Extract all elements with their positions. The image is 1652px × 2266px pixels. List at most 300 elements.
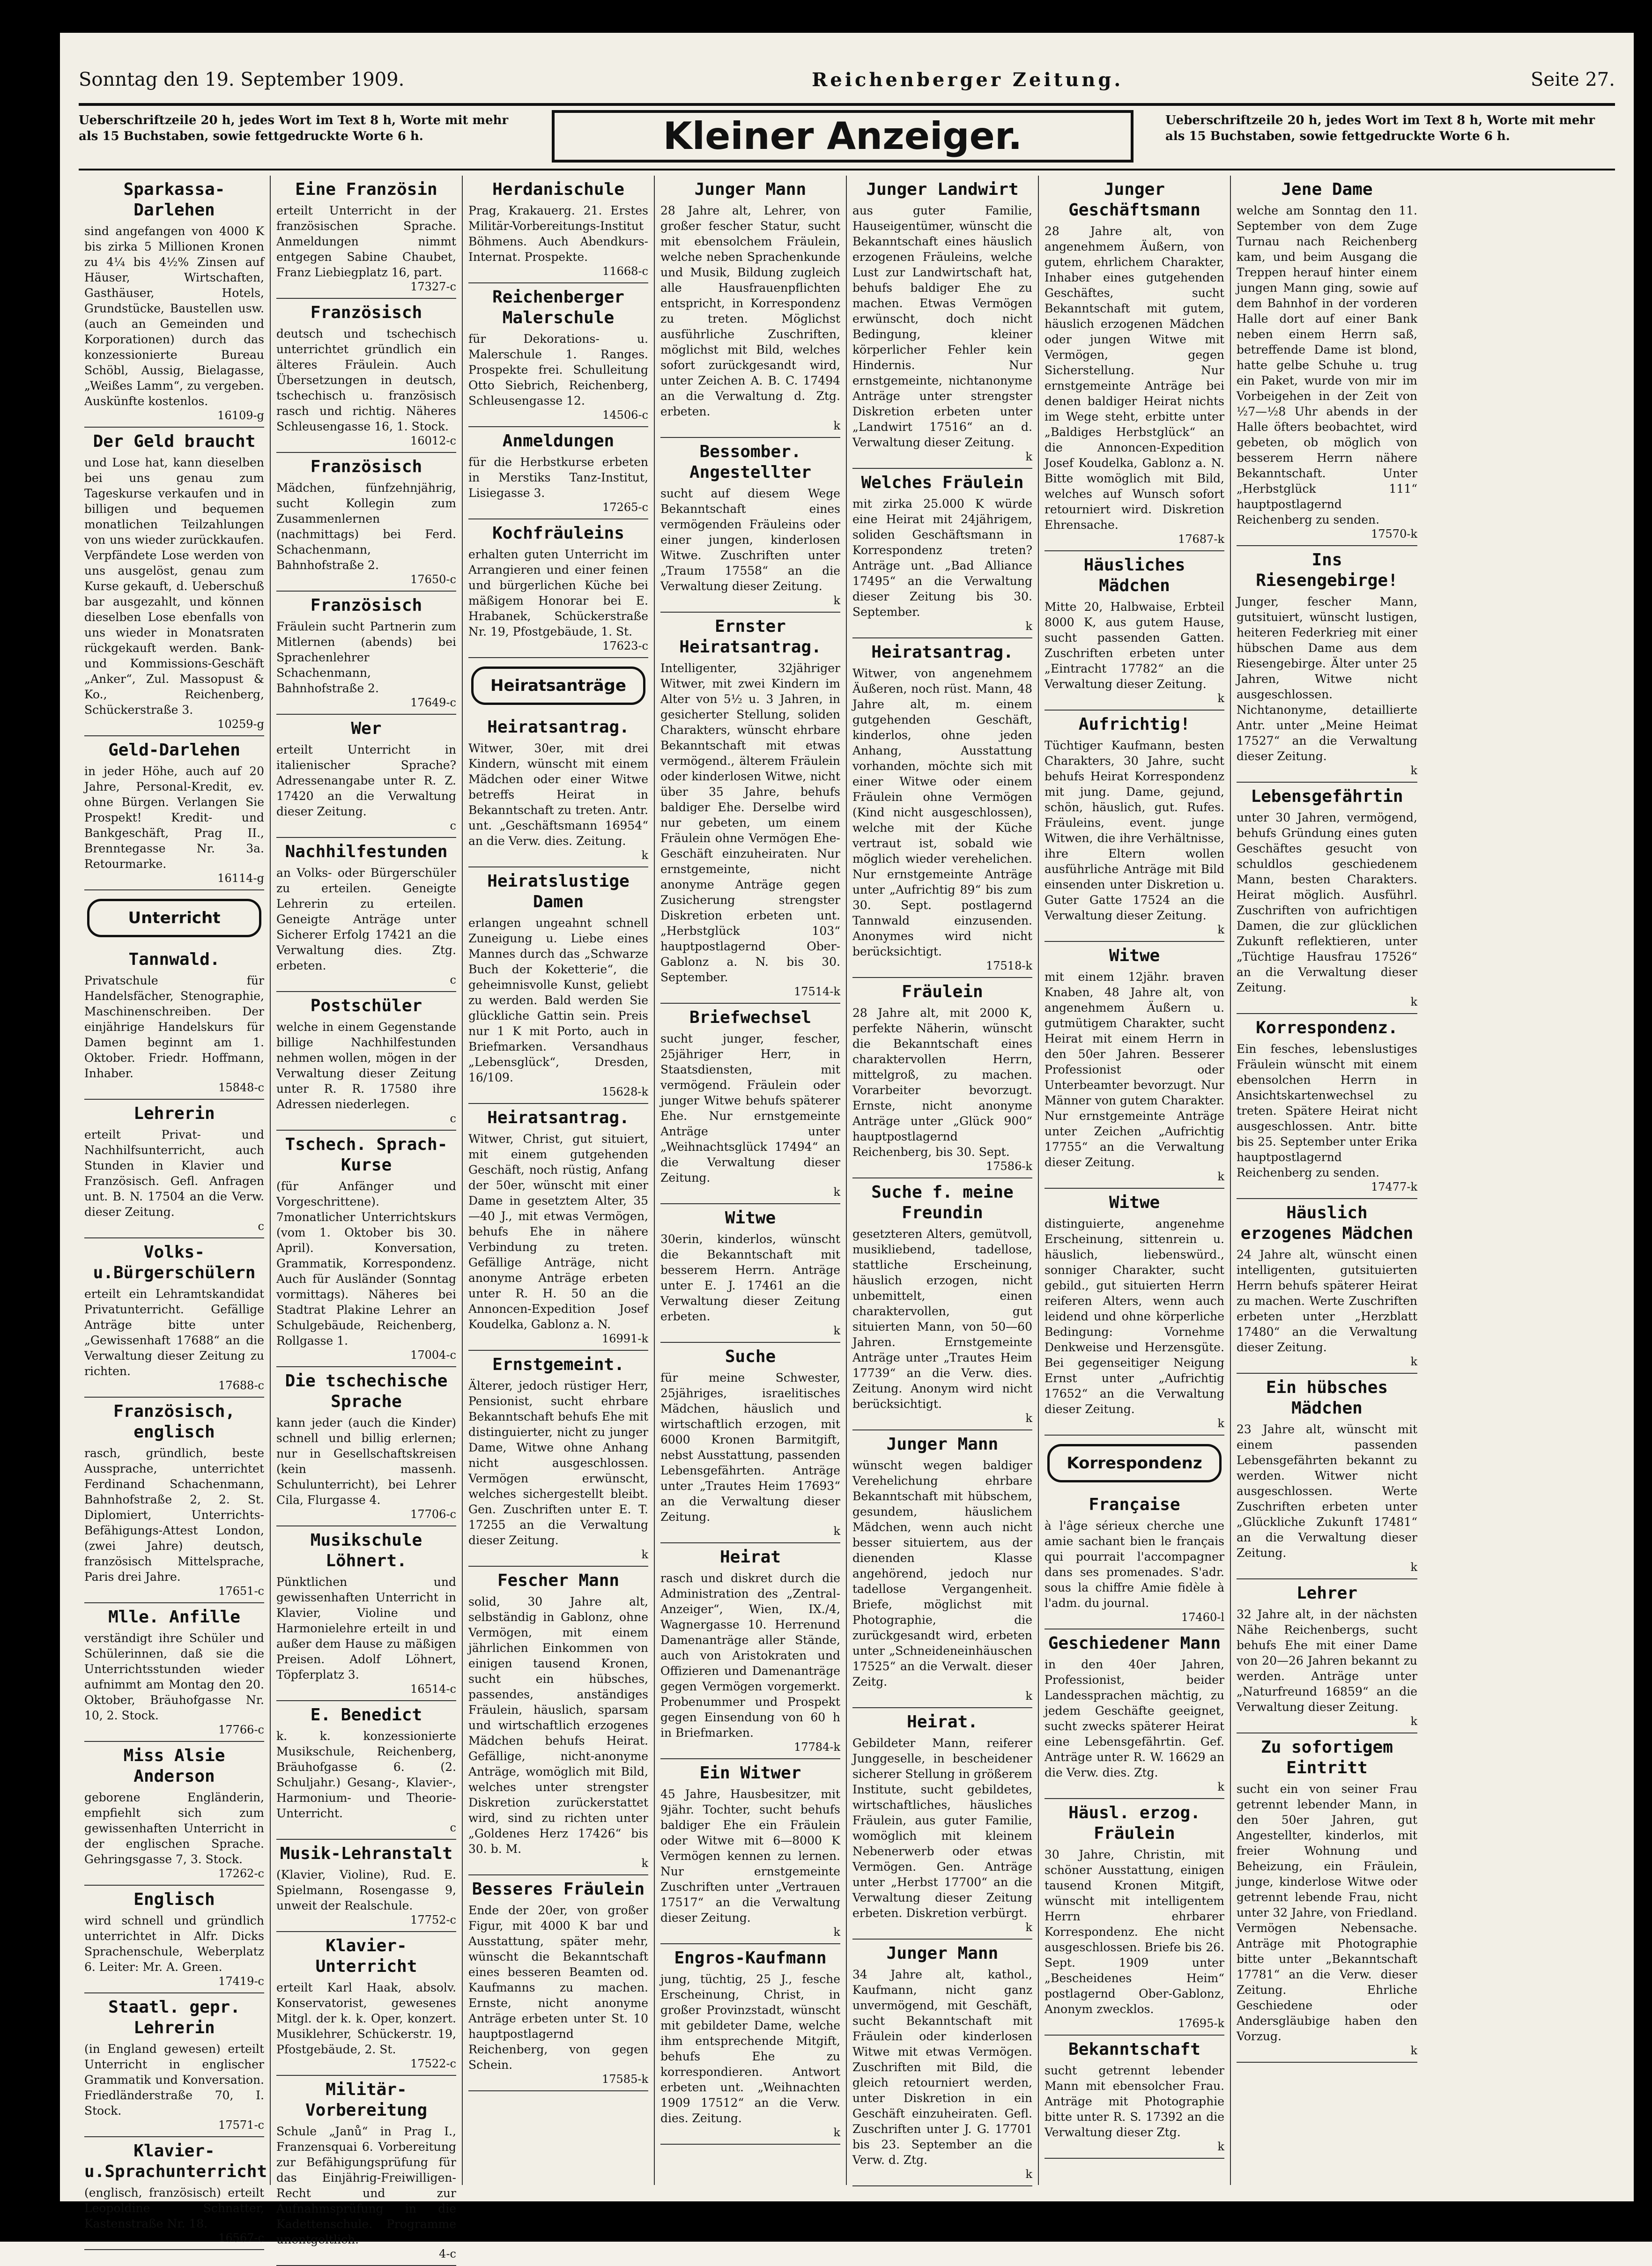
ad-body: gesetzteren Alters, gemütvoll, musikliebend, tadellose, stattliche Erscheinung, häuslich erzogen, nicht unbemittelt, einen charaktervollen, gut situierten Mann, von 50—60 Jahren. Ernstgemeinte Anträge unter „Trautes Heim 17739“ an die Verw. dies. Zeitung. Anonym wird nicht berücksichtigt. [852, 1227, 1032, 1411]
ad-reference-number: c [450, 973, 456, 986]
ad-heading: Junger Mann [694, 180, 807, 199]
ad-body: Privatschule für Handelsfächer, Stenographie, Maschinenschreiben. Der einjährige Handelskurs für Damen beginnt am 1. Oktober. Friedr. Hoffmann, Inhaber. [84, 974, 264, 1080]
classified-ad [1237, 1199, 1417, 1374]
ad-heading: Wer [351, 719, 382, 738]
ad-body: und Lose hat, kann dieselben bei uns genau zum Tageskurse verkaufen und in billigen und bequemen monatlichen Teilzahlungen von uns wieder zurückkaufen. Verpfändete Lose werden von uns ausgelöst, genau zum Kurse gekauft, d. Ueberschuß bar ausgezahlt, und können dieselben Lose ebenfalls von uns wieder in Monatsraten rückgekauft werden. Bank- und Kommissions-Geschäft „Anker“, Zul. Massopust & Ko., Reichenberg, Schückerstraße 3. [84, 456, 264, 717]
ad-body: verständigt ihre Schüler und Schülerinnen, daß sie die Unterrichtsstunden wieder aufnimmt am Montag den 20. Oktober, Bräuhofgasse Nr. 10, 2. Stock. [84, 1631, 264, 1722]
ad-body: erteilt Unterricht in der französischen Sprache. Anmeldungen nimmt entgegen Sabine Chaubet, Franz Liebiegplatz 16, part. [276, 204, 456, 279]
ad-reference-number: k [1025, 1921, 1032, 1934]
ad-heading: Reichenberger Malerschule [492, 288, 624, 327]
classified-ad [84, 736, 264, 890]
ad-heading: Witwe [725, 1208, 776, 1228]
ad-body: mit zirka 25.000 K würde eine Heirat mit 24jährigem, soliden Geschäftsmann in Korrespondenz treten? Anträge unt. „Bad Alliance 17495“ an die Verwaltung dieser Zeitung bis 30. September. [852, 497, 1032, 619]
ad-body: sucht getrennt lebender Mann mit ebensolcher Frau. Anträge mit Photographie bitte unter R. S. 17392 an die Verwaltung dieser Ztg. [1045, 2064, 1224, 2139]
ad-reference-number: 17522-c [410, 2057, 456, 2070]
ad-reference-number: 15848-c [218, 1081, 264, 1094]
ad-body: Witwer, Christ, gut situiert, mit einem gutgehenden Geschäft, noch rüstig, Anfang der 50er, wünscht mit einer Dame in gesetztem Alter, 35—40 J., mit etwas Vermögen, behufs Ehe in nähere Verbindung zu treten. Gefällige Anträge, nicht anonyme Anträge erbeten unter R. H. 50 an die Annoncen-Expedition Josef Koudelka, Gablonz a. N. [468, 1132, 648, 1331]
ad-reference-number: k [1410, 1561, 1417, 1574]
ad-heading: Fescher Mann [497, 1571, 620, 1590]
ad-body: à l'âge sérieux cherche une amie sachant bien le français qui pourrait l'accompagner dans ses promenades. S'adr. sous la chiffre Amie fidèle à l'adm. du journal. [1045, 1519, 1224, 1610]
ad-body: Tüchtiger Kaufmann, besten Charakters, 30 Jahre, sucht behufs Heirat Korrespondenz mit jung. Dame, gejund, schön, häuslich, gut. Rufes. Fräuleins, event. junge Witwen, die ihre Verhältnisse, ihre Eltern wollen ausführliche Anträge mit Bild einsenden unter Diskretion u. Guter Gatte 17524 an die Verwaltung dieser Zeitung. [1045, 739, 1224, 922]
ad-body: rasch und diskret durch die Administration des „Zentral-Anzeiger“, Wien, IX./4, Wagnergasse 10. Herrenund Damenanträge aller Stände, auch von Aristokraten und Offizieren und Damenanträge gegen Vermögen vorgemerkt. Probenummer und Prospekt gegen Einsendung von 60 h in Briefmarken. [660, 1571, 840, 1740]
classified-ad [276, 1701, 456, 1840]
ad-heading: Musik-Lehranstalt [280, 1844, 453, 1863]
ad-heading: Besseres Fräulein [472, 1880, 645, 1899]
ad-column [847, 176, 1039, 2185]
classified-ad [660, 1204, 840, 1343]
classified-ad [660, 613, 840, 1004]
ad-body: kann jeder (auch die Kinder) schnell und billig erlernen; nur in Gesellschaftskreisen (kein massenh. Schulunterricht), bei Lehrer Cila, Flurgasse 4. [276, 1416, 456, 1507]
ad-reference-number: 17651-c [218, 1585, 264, 1598]
ad-reference-number: c [450, 1821, 456, 1834]
ad-heading: Junger Mann [886, 1944, 999, 1963]
ad-body: erlangen ungeahnt schnell Zuneigung u. Liebe eines Mannes durch das „Schwarze Buch der Koketterie“, die geheimnisvolle Kunst, geliebt zu werden. Bald werden Sie glückliche Gattin sein. Preis nur 1 K mit Porto, auch in Briefmarken. Versandhaus „Lebensglück“, Dresden, 16/109. [468, 916, 648, 1084]
ad-body: Junger, fescher Mann, gutsituiert, wünscht lustigen, heiteren Federkrieg mit einer hübschen Dame aus dem Riesengebirge. Älter unter 25 Jahren, Witwe nicht ausgeschlossen. Nichtanonyme, detaillierte Antr. unter „Meine Heimat 17527“ an die Verwaltung dieser Zeitung. [1237, 595, 1417, 763]
ad-body: (für Anfänger und Vorgeschrittene). 7monatlicher Unterrichtskurs (vom 1. Oktober bis 30. April). Konversation, Grammatik, Korrespondenz. Auch für Ausländer (Sonntag vormittags). Näheres bei Stadtrat Plakine Lehrer an Schulgebäude, Reichenberg, Rollgasse 1. [276, 1179, 456, 1348]
ad-heading: Mlle. Anfille [108, 1607, 240, 1627]
classified-ad [276, 176, 456, 299]
ad-heading: Ein Witwer [699, 1763, 801, 1783]
ad-reference-number: 16514-c [410, 1682, 456, 1696]
issue-date: Sonntag den 19. September 1909. [79, 69, 405, 90]
ad-reference-number: k [1217, 1170, 1224, 1183]
ad-heading: Junger Mann [886, 1435, 999, 1454]
ad-reference-number: k [641, 1857, 648, 1870]
classified-ad [276, 1840, 456, 1932]
ad-body: 28 Jahre alt, Lehrer, von großer fescher Statur, sucht mit ebensolchem Fräulein, welche neben Sprachenkunde und Musik, Bildung zugleich alle Hausfrauenpflichten entspricht, in Korrespondenz zu treten. Möglichst ausführliche Zuschriften, möglichst mit Bild, welches sofort zurückgesandt wird, unter Zeichen A. B. C. 17494 an die Verwaltung d. Ztg. erbeten. [660, 204, 840, 418]
ad-body: solid, 30 Jahre alt, selbständig in Gablonz, ohne Vermögen, mit einem jährlichen Einkommen von einigen tausend Kronen, sucht ein hübsches, passendes, anständiges Fräulein, häuslich, sparsam und wirtschaftlich erzogenes Mädchen behufs Heirat. Gefällige, nicht-anonyme Anträge, womöglich mit Bild, welches unter strengster Diskretion zurückerstattet wird, sind zu richten unter „Goldenes Herz 17426“ bis 30. b. M. [468, 1595, 648, 1856]
ad-heading: Suche f. meine Freundin [871, 1183, 1014, 1222]
classified-ad [276, 715, 456, 838]
ad-body: für die Herbstkurse erbeten in Merstiks Tanz-Institut, Lisiegasse 3. [468, 455, 648, 500]
ad-reference-number: k [641, 1548, 648, 1561]
page-number: Seite 27. [1531, 69, 1615, 90]
ad-heading: Briefwechsel [689, 1008, 812, 1027]
classified-ad [84, 946, 264, 1100]
ad-reference-number: 16012-c [410, 434, 456, 447]
ad-heading: Heiratsantrag. [871, 643, 1014, 662]
ad-reference-number: c [450, 819, 456, 832]
classified-ad [852, 978, 1032, 1178]
ad-heading: Klavier-u.Sprachunterricht [84, 2141, 267, 2181]
ad-heading: Häuslich erzogenes Mädchen [1240, 1203, 1414, 1243]
classified-ad [84, 1993, 264, 2137]
section-heading-box: Korrespondenz [1047, 1444, 1222, 1482]
ad-heading: Militär-Vorbereitung [305, 2080, 428, 2120]
ad-heading: Häusl. erzog. Fräulein [1068, 1803, 1200, 1843]
ad-reference-number: k [833, 419, 840, 432]
ad-body: Intelligenter, 32jähriger Witwer, mit zwei Kindern im Alter von 5½ u. 3 Jahren, in gesicherter Stellung, soliden Charakters, wünscht ehrbare Bekanntschaft mit etwas vermögend., älterem Fräulein oder kinderlosen Witwe, nicht über 35 Jahre, behufs baldiger Ehe. Derselbe wird nur gebeten, um einem Fräulein ohne Vermögen Ehe-Geschäft einzuheiraten. Nur ernstgemeinte, nicht anonyme Anträge gegen Zusicherung strengster Diskretion erbeten unt. „Herbstglück 103“ hauptpostlagernd Ober-Gablonz a. N. bis 30. September. [660, 661, 840, 984]
ad-reference-number: k [1025, 450, 1032, 463]
classified-ad [852, 1708, 1032, 1940]
ad-body: für Dekorations- u. Malerschule 1. Ranges. Prospekte frei. Schulleitung Otto Siebrich, Reichenberg, Schleusengasse 12. [468, 332, 648, 407]
ad-heading: Klavier-Unterricht [315, 1936, 417, 1976]
ad-body: wird schnell und gründlich unterrichtet in Alfr. Dicks Sprachenschule, Weberplatz 6. Leiter: Mr. A. Green. [84, 1914, 264, 1974]
ad-heading: Ernstgemeint. [492, 1355, 624, 1374]
classified-ad [276, 453, 456, 592]
ad-reference-number: k [1410, 2044, 1417, 2057]
ad-body: erteilt Unterricht in italienischer Sprache? Adressenangabe unter R. Z. 17420 an die Verwaltung dieser Zeitung. [276, 743, 456, 818]
classified-ad [468, 1875, 648, 2091]
classified-ad [660, 176, 840, 438]
classified-ad [276, 1526, 456, 1701]
classified-ad [1045, 551, 1224, 711]
classified-ad [84, 176, 264, 428]
ad-reference-number: 15628-k [602, 1085, 648, 1098]
classified-ad [1237, 1374, 1417, 1579]
ad-reference-number: k [1217, 923, 1224, 936]
ad-reference-number: 17650-c [410, 573, 456, 586]
ad-body: distinguierte, angenehme Erscheinung, sittenrein u. häuslich, liebenswürd., sonniger Charakter, sucht gebild., gut situierten Herrn reiferen Alters, wenn auch leidend und ohne körperliche Bedingung: Vornehme Denkweise und Herzensgüte. Bei gegenseitiger Neigung Ernst unter „Aufrichtig 17652“ an die Verwaltung dieser Zeitung. [1045, 1217, 1224, 1416]
ad-heading: Französisch [310, 596, 422, 615]
classified-ad [84, 1398, 264, 1603]
ad-heading: Lebensgefährtin [1251, 787, 1403, 806]
ad-heading: Tschech. Sprach-Kurse [285, 1135, 448, 1175]
ad-reference-number: k [833, 1185, 840, 1199]
ad-body: in jeder Höhe, auch auf 20 Jahre, Personal-Kredit, ev. ohne Bürgen. Verlangen Sie Prospekt! Kredit- und Bankgeschäft, Prag II., Brenntegasse Nr. 3a. Retourmarke. [84, 764, 264, 871]
ad-reference-number: k [1410, 764, 1417, 777]
classified-ad [660, 1004, 840, 1204]
classified-ad [1045, 1629, 1224, 1799]
ad-reference-number: 17262-c [218, 1867, 264, 1880]
ad-reference-number: 17586-k [986, 1160, 1032, 1173]
ad-reference-number: k [1025, 2168, 1032, 2181]
classified-ad [660, 1759, 840, 1944]
ad-heading: Jene Dame [1281, 180, 1373, 199]
classified-ad [276, 592, 456, 715]
ad-body: geborene Engländerin, empfiehlt sich zum gewissenhaften Unterricht in der englischen Sprache. Gehringsgasse 7, 3. Stock. [84, 1791, 264, 1866]
ad-body: Schule „Janů“ in Prag I., Franzensquai 6. Vorbereitung zur Befähigungsprüfung für das Einjährig-Freiwilligen-Recht und zur Aufnahmsprüfung in die Kadettenschule. Programme unentgeltlich. [276, 2125, 456, 2246]
newspaper-page [60, 33, 1634, 2260]
classified-ad [852, 1940, 1032, 2186]
ad-heading: Heirat [719, 1548, 781, 1567]
ad-reference-number: 17004-c [410, 1348, 456, 1362]
ad-reference-number: 17688-c [218, 1379, 264, 1392]
ad-body: erteilt Karl Haak, absolv. Konservatorist, gewesenes Mitgl. der k. k. Oper, konzert. Musiklehrer, Schückerstr. 19, Pfostgebäude, 2. St. [276, 1981, 456, 2056]
ad-body: Fräulein sucht Partnerin zum Mitlernen (abends) bei Sprachenlehrer Schachenmann, Bahnhofstraße 2. [276, 620, 456, 695]
ad-reference-number: k [833, 1525, 840, 1538]
classified-ad [1237, 1579, 1417, 1733]
ad-reference-number: 11668-c [602, 265, 648, 278]
classified-ad [84, 1100, 264, 1238]
ad-body: Pünktlichen und gewissenhaften Unterricht in Klavier, Violine und Harmonielehre erteilt in und außer dem Hause zu mäßigen Preisen. Adolf Löhnert, Töpferplatz 3. [276, 1575, 456, 1681]
section-rule [79, 169, 1615, 170]
ad-columns [79, 176, 1615, 2260]
ad-reference-number: k [641, 849, 648, 862]
ad-body: unter 30 Jahren, vermögend, behufs Gründung eines guten Geschäftes gesucht von schuldlos geschiedenem Mann, besten Charakters. Heirat möglich. Ausführl. Zuschriften von aufrichtigen Damen, die zur glücklichen Zukunft reflektieren, unter „Tüchtige Hausfrau 17526“ an die Verwaltung dieser Zeitung. [1237, 811, 1417, 994]
section-heading-box: Heiratsanträge [471, 666, 645, 705]
ad-body: für meine Schwester, 25jähriges, israelitisches Mädchen, häuslich und wirtschaftlich erzogen, mit 6000 Kronen Barmitgift, nebst Ausstattung, passenden Lebensgefährten. Anträge unter „Trautes Heim 17693“ an die Verwaltung dieser Zeitung. [660, 1371, 840, 1524]
classified-ad [660, 1543, 840, 1759]
ad-reference-number: 16109-g [217, 409, 264, 422]
ad-heading: Geschiedener Mann [1048, 1634, 1221, 1653]
ad-heading: Anmeldungen [502, 431, 615, 451]
ad-body: 24 Jahre alt, wünscht einen intelligenten, gutsituierten Herrn behufs späterer Heirat zu machen. Werte Zuschriften erbeten unter „Herzblatt 17480“ an die Verwaltung dieser Zeitung. [1237, 1248, 1417, 1354]
classified-ad [852, 469, 1032, 638]
ad-body: 45 Jahre, Hausbesitzer, mit 9jähr. Tochter, sucht behufs baldiger Ehe ein Fräulein oder Witwe mit 6—8000 K Vermögen kennen zu lernen. Nur ernstgemeinte Zuschriften unter „Vertrauen 17517“ an die Verwaltung dieser Zeitung. [660, 1787, 840, 1925]
classified-ad [468, 283, 648, 427]
ad-reference-number: k [833, 1324, 840, 1337]
ad-heading: Ins Riesengebirge! [1256, 550, 1398, 590]
classified-ad [84, 428, 264, 736]
classified-ad [1045, 942, 1224, 1189]
ad-reference-number: 17514-k [794, 985, 840, 998]
ad-reference-number: c [258, 1220, 264, 1233]
ad-body: Witwer, von angenehmem Äußeren, noch rüst. Mann, 48 Jahre alt, m. einem gutgehenden Geschäft, kinderlos, ohne jeden Anhang, Ausstattung vorhanden, möchte sich mit einer Witwe oder einem Fräulein ohne Vermögen (Kind nicht ausgeschlossen), welche mit der Küche vertraut ist, sobald wie möglich wieder verehelichen. Nur ernstgemeinte Anträge unter „Aufrichtig 89“ bis zum 30. Sept. postlagernd Tannwald einzusenden. Anonymes wird nicht berücksichtigt. [852, 666, 1032, 958]
ad-heading: Der Geld braucht [93, 432, 256, 451]
ad-heading: Zu sofortigem Eintritt [1261, 1738, 1393, 1777]
ad-heading: Bekanntschaft [1068, 2040, 1200, 2059]
ad-heading: Junger Geschäftsmann [1068, 180, 1200, 220]
ad-heading: Korrespondenz. [1256, 1018, 1398, 1037]
ad-body: erteilt ein Lehramtskandidat Privatunterricht. Gefällige Anträge bitte unter „Gewissenhaft 17688“ an die Verwaltung dieser Zeitung zu richten. [84, 1287, 264, 1378]
ad-body: (in England gewesen) erteilt Unterricht in englischer Grammatik und Konversation. Friedländerstraße 70, I. Stock. [84, 2042, 264, 2118]
ad-reference-number: 17706-c [410, 1508, 456, 1521]
ad-reference-number: k [833, 2126, 840, 2139]
ad-heading: Engros-Kaufmann [674, 1948, 827, 1968]
classified-ad [1237, 176, 1417, 546]
ad-body: (englisch, französisch) erteilt Leopoldine Schnatter, Kastenstraße Nr. 18. [84, 2186, 264, 2230]
ad-heading: Volks-u.Bürgerschülern [93, 1243, 256, 1282]
ad-reference-number: 16114-g [217, 872, 264, 885]
ad-reference-number: 17695-k [1178, 2017, 1224, 2030]
top-rule [79, 103, 1615, 106]
ad-body: deutsch und tschechisch unterrichtet gründlich ein älteres Fräulein. Auch Übersetzungen in deutsch, tschechisch u. französisch rasch und richtig. Näheres Schleusengasse 16, 1. Stock. [276, 327, 456, 433]
ad-body: Ende der 20er, von großer Figur, mit 4000 K bar und Ausstattung, später mehr, wünscht die Bekanntschaft eines besseren Beamten od. Kaufmanns zu machen. Ernste, nicht anonyme Anträge erbeten unter St. 10 hauptpostlagernd Reichenberg, von gegen Schein. [468, 1903, 648, 2072]
ad-reference-number: 16567-c [218, 2231, 264, 2244]
ad-reference-number: 17766-c [218, 1723, 264, 1736]
classified-ad [1045, 711, 1224, 942]
ad-heading: Französisch [310, 457, 422, 476]
classified-ad [468, 713, 648, 867]
ad-heading: Lehrerin [133, 1104, 215, 1123]
ad-body: 34 Jahre alt, kathol., Kaufmann, nicht ganz unvermögend, mit Geschäft, sucht Bekanntschaft mit Fräulein oder kinderlosen Witwe mit etwas Vermögen. Zuschriften mit Bild, die gleich retourniert werden, unter Diskretion in ein Geschäft einzuheiraten. Gefl. Zuschriften unter J. G. 17701 bis 23. September an die Verw. d. Ztg. [852, 1968, 1032, 2167]
classified-ad [276, 992, 456, 1131]
ad-heading: Die tschechische Sprache [285, 1371, 448, 1411]
ad-heading: Ein hübsches Mädchen [1266, 1378, 1388, 1418]
ad-body: 30 Jahre, Christin, mit schöner Ausstattung, einigen tausend Kronen Mitgift, wünscht mit intelligentem Herrn ehrbarer Korrespondenz. Ehe nicht ausgeschlossen. Briefe bis 26. Sept. 1909 unter „Bescheidenes Heim“ postlagernd Ober-Gablonz, Anonym zwecklos. [1045, 1848, 1224, 2016]
ad-reference-number: k [1217, 2140, 1224, 2153]
classified-ad [468, 427, 648, 519]
ad-column [655, 176, 847, 2185]
ad-reference-number: k [1217, 1780, 1224, 1793]
ad-reference-number: k [1025, 620, 1032, 633]
section-banner: Kleiner Anzeiger. [552, 110, 1133, 163]
ad-reference-number: k [1217, 1417, 1224, 1430]
classified-ad [1237, 546, 1417, 783]
ad-column [271, 176, 463, 2260]
classified-ad [660, 1944, 840, 2145]
ad-reference-number: 16991-k [602, 1332, 648, 1345]
ad-reference-number: 17265-c [602, 501, 648, 514]
classified-ad [1045, 1189, 1224, 1436]
newspaper-title: Reichenberger Zeitung. [812, 68, 1124, 91]
ad-body: sind angefangen von 4000 K bis zirka 5 Millionen Kronen zu 4¼ bis 4½% Zinsen auf Häuser, Wirtschaften, Gasthäuser, Hotels, Grundstücke, Baustellen usw. (auch an Gemeinden und Korporationen) durch das konzessionierte Bureau Schöbl, Aussig, Bielagasse, „Weißes Lamm“, zu vergeben. Auskünfte kostenlos. [84, 224, 264, 408]
ad-reference-number: k [833, 1925, 840, 1939]
classified-ad [276, 1367, 456, 1526]
ad-reference-number: 17460-l [1181, 1611, 1224, 1624]
ad-body: wünscht wegen baldiger Verehelichung ehrbare Bekanntschaft mit hübschem, gesundem, häuslichem Mädchen, wenn auch nicht besser situiertem, aus der dienenden Klasse angehörend, jedoch nur tadellose Vergangenheit. Briefe, möglichst mit Photographie, die zurückgesandt wird, erbeten unter „Schneideneinhäuschen 17525“ an die Verwalt. dieser Zeitg. [852, 1459, 1032, 1688]
ad-reference-number: c [450, 1112, 456, 1125]
ad-body: Mitte 20, Halbwaise, Erbteil 8000 K, aus gutem Hause, sucht passenden Gatten. Zuschriften erbeten unter „Eintracht 17782“ an die Verwaltung dieser Zeitung. [1045, 600, 1224, 691]
classified-ad [1237, 783, 1417, 1014]
ad-reference-number: 17327-c [410, 280, 456, 293]
ad-heading: Suche [725, 1347, 776, 1366]
ad-reference-number: 17752-c [410, 1913, 456, 1926]
ad-body: aus guter Familie, Hauseigentümer, wünscht die Bekanntschaft eines häuslich erzogenen Fräuleins, welche Lust zur Landwirtschaft hat, behufs baldiger Ehe zu machen. Etwas Vermögen erwünscht, doch nicht Bedingung, kleiner körperlicher Fehler kein Hindernis. Nur ernstgemeinte, nichtanonyme Anträge unter strengster Diskretion erbeten unter „Landwirt 17516“ an d. Verwaltung dieser Zeitung. [852, 204, 1032, 449]
ad-heading: Herdanischule [492, 180, 624, 199]
classified-ad [276, 838, 456, 992]
ad-body: sucht ein von seiner Frau getrennt lebender Mann, in den 50er Jahren, gut Angestellter, kinderlos, mit freier Wohnung und Beheizung, ein Fräulein, junge, kinderlose Witwe oder getrennt lebende Frau, nicht unter 32 Jahre, von Friedland. Vermögen Nebensache. Anträge mit Photographie bitte unter „Bekanntschaft 17781“ an die Verw. dieser Zeitung. Ehrliche Geschiedene oder Andersgläubige haben den Vorzug. [1237, 1782, 1417, 2043]
classified-ad [276, 2076, 456, 2266]
ad-body: mit einem 12jähr. braven Knaben, 48 Jahre alt, von angenehmem Äußern u. gutmütigem Charakter, sucht Heirat mit einem Herrn in den 50er Jahren. Besserer Professionist oder Unterbeamter bevorzugt. Nur Männer von gutem Charakter. Nur ernstgemeinte Anträge unter Zeichen „Aufrichtig 17755“ an die Verwaltung dieser Zeitung. [1045, 970, 1224, 1169]
ad-body: Witwer, 30er, mit drei Kindern, wünscht mit einem Mädchen oder einer Witwe betreffs Heirat in Bekanntschaft zu treten. Antr. unt. „Geschäftsmann 16954“ an die Verw. dies. Zeitung. [468, 741, 648, 848]
classified-ad [84, 1742, 264, 1886]
ad-reference-number: 4-c [439, 2247, 456, 2260]
classified-ad [852, 176, 1032, 469]
ad-reference-number: 17570-k [1371, 527, 1417, 541]
ad-heading: Heiratsantrag. [487, 718, 630, 737]
ad-body: 28 Jahre alt, mit 2000 K, perfekte Näherin, wünscht die Bekanntschaft eines charaktervollen Herrn, mittelgroß, zu machen. Vorarbeiter bevorzugt. Ernste, nicht anonyme Anträge unter „Glück 900“ hauptpostlagernd Reichenberg, bis 30. Sept. [852, 1006, 1032, 1159]
ad-body: welche in einem Gegenstande billige Nachhilfestunden nehmen wollen, mögen in der Verwaltung dieser Zeitung unter R. R. 17580 ihre Adressen niederlegen. [276, 1020, 456, 1111]
ad-reference-number: 17571-c [218, 2118, 264, 2132]
ad-body: welche am Sonntag den 11. September von dem Zuge Turnau nach Reichenberg kam, und beim Ausgang die Treppen herauf hinter einem jungen Mann ging, sowie auf dem Bahnhof in der vorderen Halle dort auf einer Bank neben einem Herrn saß, betreffende Dame ist blond, hatte gelbe Schuhe u. trug ein Paket, wurde von mir im Vorbeigehen in der Zeit von ½7—½8 Uhr abends in der Halle öfters beobachtet, wird gebeten, ob möglich von besserem Herrn nähere Bekanntschaft. Unter „Herbstglück 111“ hauptpostlagernd Reichenberg zu senden. [1237, 204, 1417, 526]
ad-heading: Eine Französin [295, 180, 437, 199]
ad-body: sucht auf diesem Wege Bekanntschaft eines vermögenden Fräuleins oder einer jungen, kinderlosen Witwe. Zuschriften unter „Traum 17558“ an die Verwaltung dieser Zeitung. [660, 487, 840, 593]
classified-ad [468, 1351, 648, 1567]
classified-ad [468, 519, 648, 658]
classified-ad [468, 867, 648, 1104]
ad-heading: Française [1089, 1495, 1180, 1514]
ad-heading: Französisch, englisch [113, 1402, 236, 1442]
ad-heading: Miss Alsie Anderson [123, 1746, 225, 1786]
classified-ad [1237, 1733, 1417, 2063]
classified-ad [84, 1238, 264, 1398]
ad-column [1039, 176, 1231, 2185]
ad-reference-number: 17518-k [986, 959, 1032, 972]
ad-body: Prag, Krakauerg. 21. Erstes Militär-Vorbereitungs-Institut Böhmens. Auch Abendkurs-Internat. Prospekte. [468, 204, 648, 264]
ad-heading: Fräulein [902, 982, 983, 1001]
running-header [79, 66, 1615, 94]
classified-ad [1045, 2036, 1224, 2159]
ad-heading: Witwe [1109, 1193, 1160, 1212]
ad-reference-number: k [1410, 995, 1417, 1008]
ad-body: sucht junger, fescher, 25jähriger Herr, in Staatsdiensten, mit vermögend. Fräulein oder junger Witwe behufs späterer Ehe. Nur ernstgemeinte Anträge unter „Weihnachtsglück 17494“ an die Verwaltung dieser Zeitung. [660, 1032, 840, 1185]
ad-heading: Heiratslustige Damen [487, 872, 630, 911]
classified-ad [852, 1178, 1032, 1430]
classified-ad [852, 1430, 1032, 1708]
ad-reference-number: k [1217, 692, 1224, 705]
ad-reference-number: 17477-k [1371, 1180, 1417, 1193]
ad-body: (Klavier, Violine), Rud. E. Spielmann, Rosengasse 9, unweit der Realschule. [276, 1868, 456, 1912]
ad-heading: Französisch [310, 303, 422, 322]
tariff-note-left: Ueberschriftzeile 20 h, jedes Wort im Text 8 h, Worte mit mehr als 15 Buchstaben, sowie fettgedruckte Worte 6 h. [79, 113, 509, 143]
ad-body: Ein fesches, lebenslustiges Fräulein wünscht mit einem ebensolchen Herrn in Ansichtskartenwechsel zu treten. Spätere Heirat nicht ausgeschlossen. Antr. bitte bis 25. September unter Erika hauptpostlagernd Reichenberg zu senden. [1237, 1042, 1417, 1179]
ad-heading: Junger Landwirt [866, 180, 1019, 199]
classified-ad [84, 2137, 267, 2250]
classified-ad [276, 1932, 456, 2076]
classified-ad [660, 438, 840, 613]
ad-heading: Heirat. [907, 1712, 978, 1732]
classified-ad [276, 299, 456, 453]
ad-heading: Aufrichtig! [1078, 715, 1191, 734]
classified-ad [660, 1343, 840, 1543]
ad-reference-number: k [1410, 1355, 1417, 1368]
ad-reference-number: k [1025, 1689, 1032, 1703]
ad-body: k. k. konzessionierte Musikschule, Reichenberg, Bräuhofgasse 6. (2. Schuljahr.) Gesang-, Klavier-, Harmonium- und Theorie-Unterricht. [276, 1729, 456, 1820]
ad-body: 23 Jahre alt, wünscht mit einem passenden Lebensgefährten bekannt zu werden. Witwer nicht ausgeschlossen. Werte Zuschriften erbeten unter „Glückliche Zukunft 17481“ an die Verwaltung dieser Zeitung. [1237, 1422, 1417, 1560]
ad-body: 32 Jahre alt, in der nächsten Nähe Reichenbergs, sucht behufs Ehe mit einer Dame von 20—26 Jahren bekannt zu werden. Anträge unter „Naturfreund 16859“ an die Verwaltung dieser Zeitung. [1237, 1607, 1417, 1714]
classified-ad [84, 1603, 264, 1742]
ad-body: jung, tüchtig, 25 J., fesche Erscheinung, Christ, in großer Provinzstadt, wünscht mit gebildeter Dame, welche ihm entsprechende Mitgift, behufs Ehe zu korrespondieren. Antwort erbeten unt. „Weihnachten 1909 17512“ an die Verw. dies. Zeitung. [660, 1972, 840, 2125]
classified-ad [1045, 176, 1224, 551]
ad-heading: Heiratsantrag. [487, 1108, 630, 1127]
ad-reference-number: 14506-c [602, 408, 648, 422]
section-heading-box: Unterricht [87, 899, 261, 937]
ad-column [1231, 176, 1423, 2185]
ad-heading: E. Benedict [310, 1705, 422, 1725]
ad-heading: Staatl. gepr. Lehrerin [108, 1998, 240, 2037]
ad-heading: Ernster Heiratsantrag. [679, 617, 822, 657]
ad-heading: Lehrer [1296, 1584, 1358, 1603]
ad-reference-number: 17623-c [602, 639, 648, 652]
ad-heading: Musikschule Löhnert. [310, 1531, 422, 1570]
ad-reference-number: 17585-k [602, 2073, 648, 2086]
ad-body: rasch, gründlich, beste Aussprache, unterrichtet Ferdinand Schachenmann, Bahnhofstraße 2, 2. St. Diplomiert, Unterrichts-Befähigungs-Attest London, (zwei Jahre) deutsch, französisch Mittelsprache, Paris drei Jahre. [84, 1446, 264, 1584]
ad-heading: Postschüler [310, 996, 422, 1015]
classified-ad [1045, 1491, 1224, 1629]
ad-reference-number: 17784-k [794, 1740, 840, 1754]
ad-column [463, 176, 655, 2185]
classified-ad [1045, 1799, 1224, 2036]
ad-reference-number: k [833, 594, 840, 607]
ad-heading: Sparkassa-Darlehen [123, 180, 225, 220]
classified-ad [468, 1567, 648, 1875]
ad-heading: Bessomber. Angestellter [689, 442, 812, 482]
classified-ad [468, 1104, 648, 1351]
ad-heading: Englisch [133, 1890, 215, 1909]
ad-body: Älterer, jedoch rüstiger Herr, Pensionist, sucht ehrbare Bekanntschaft behufs Ehe mit distinguierter, nicht zu junger Dame, Witwe ohne Anhang nicht ausgeschlossen. Vermögen erwünscht, welches sichergestellt bleibt. Gen. Zuschriften unter E. T. 17255 an die Verwaltung dieser Zeitung. [468, 1379, 648, 1547]
ad-heading: Tannwald. [128, 950, 220, 969]
ad-body: Gebildeter Mann, reiferer Junggeselle, in bescheidener sicherer Stellung in größerem Institute, sucht gebildetes, wirtschaftliches, häusliches Fräulein, aus guter Familie, womöglich mit kleinem Nebenerwerb oder etwas Vermögen. Gen. Anträge unter „Herbst 17700“ an die Verwaltung dieser Zeitung erbeten. Diskretion verbürgt. [852, 1736, 1032, 1920]
ad-heading: Nachhilfestunden [285, 842, 448, 861]
classified-ad [84, 1886, 264, 1993]
ad-reference-number: k [1410, 1715, 1417, 1728]
ad-reference-number: k [1025, 1412, 1032, 1425]
ad-reference-number: 10259-g [217, 718, 264, 731]
ad-body: in den 40er Jahren, Professionist, beider Landessprachen mächtig, zu jedem Geschäfte geeignet, sucht zwecks späterer Heirat eine Lebensgefährtin. Gef. Anträge unter R. W. 16629 an die Verw. dies. Ztg. [1045, 1658, 1224, 1779]
ad-body: 28 Jahre alt, von angenehmem Äußern, von gutem, ehrlichem Charakter, Inhaber eines gutgehenden Geschäftes, sucht Bekanntschaft mit gutem, häuslich erzogenen Mädchen oder jungen Witwe mit Vermögen, gegen Sicherstellung. Nur ernstgemeinte Anträge bei denen baldiger Heirat nichts im Wege steht, erbitte unter „Baldiges Herbstglück“ an die Annoncen-Expedition Josef Koudelka, Gablonz a. N. Bitte womöglich mit Bild, welches auf Wunsch sofort retourniert wird. Diskretion Ehrensache. [1045, 224, 1224, 532]
ad-heading: Witwe [1109, 946, 1160, 965]
ad-heading: Geld-Darlehen [108, 741, 240, 760]
classified-ad [852, 638, 1032, 978]
tariff-note-right: Ueberschriftzeile 20 h, jedes Wort im Text 8 h, Worte mit mehr als 15 Buchstaben, sowie fettgedruckte Worte 6 h. [1165, 113, 1595, 143]
ad-reference-number: 17649-c [410, 696, 456, 709]
ad-reference-number: 17687-k [1178, 533, 1224, 546]
ad-heading: Häusliches Mädchen [1083, 555, 1185, 595]
ad-body: erhalten guten Unterricht im Arrangieren und einer feinen und bürgerlichen Küche bei mäßigem Honorar bei E. Hrabanek, Schückerstraße Nr. 19, Pfostgebäude, 1. St. [468, 548, 648, 638]
ad-heading: Welches Fräulein [861, 473, 1024, 492]
classified-ad [1237, 1014, 1417, 1199]
ad-body: an Volks- oder Bürgerschüler zu erteilen. Geneigte Lehrerin zu erteilen. Geneigte Anträge unter Sicherer Erfolg 17421 an die Verwaltung dies. Ztg. erbeten. [276, 866, 456, 972]
ad-reference-number: 17419-c [218, 1975, 264, 1988]
ad-heading: Kochfräuleins [492, 524, 624, 543]
classified-ad [276, 1131, 456, 1367]
classified-ad [468, 176, 648, 283]
ad-column [79, 176, 271, 2244]
ad-body: Mädchen, fünfzehnjährig, sucht Kollegin zum Zusammenlernen (nachmittags) bei Ferd. Schachenmann, Bahnhofstraße 2. [276, 481, 456, 572]
ad-body: erteilt Privat- und Nachhilfsunterricht, auch Stunden in Klavier und Französisch. Gefl. Anfragen unt. B. N. 17504 an die Verw. dieser Zeitung. [84, 1128, 264, 1219]
